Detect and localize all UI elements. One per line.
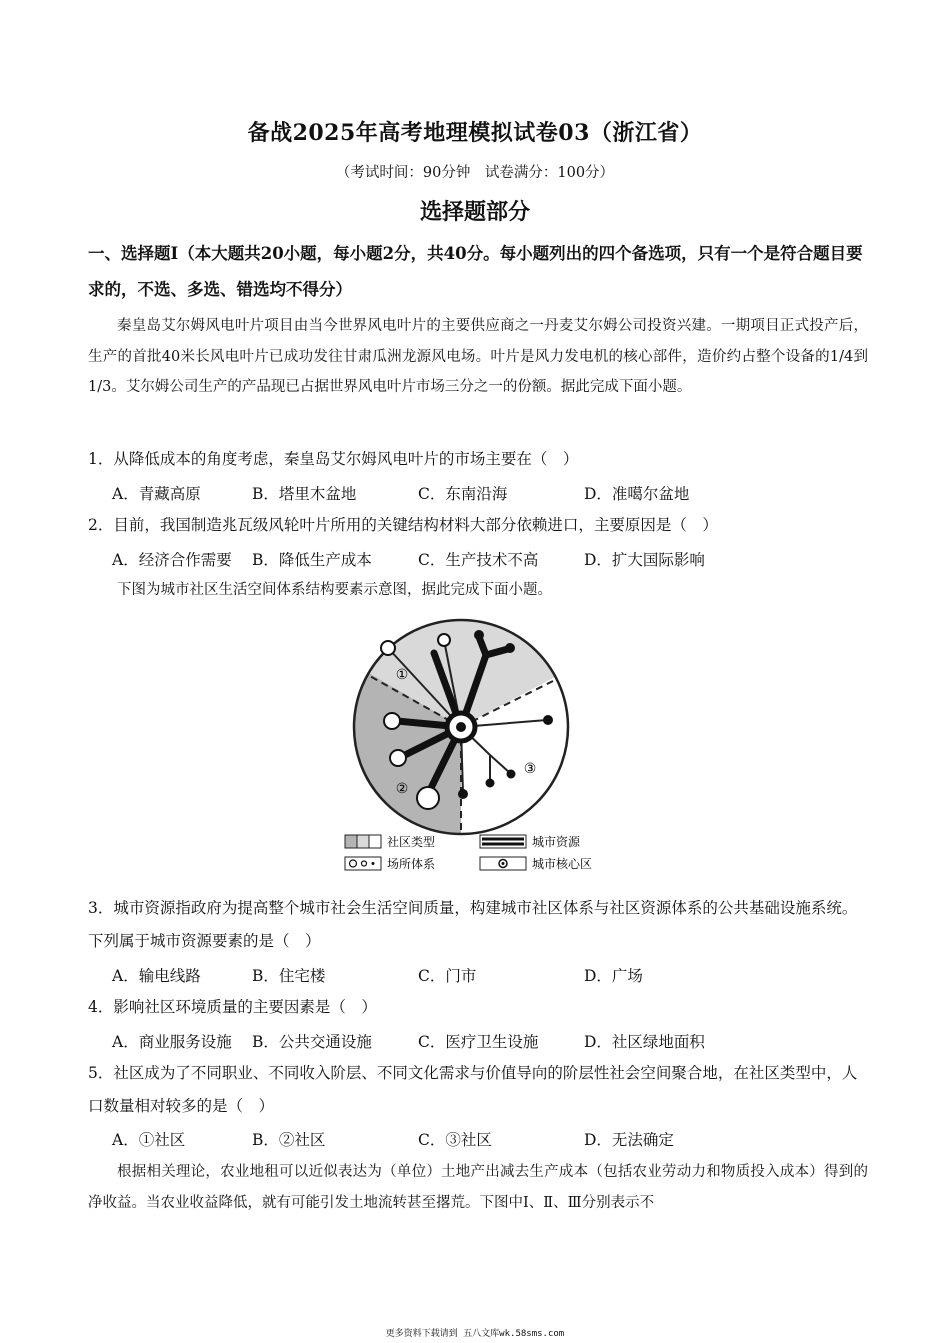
option-b: B．②社区 [252, 1131, 326, 1149]
option-a: A．经济合作需要 [112, 551, 232, 569]
question-4-options [112, 1030, 872, 1056]
option-d: D．准噶尔盆地 [584, 485, 690, 503]
passage-wind-blades: 秦皇岛艾尔姆风电叶片项目由当今世界风电叶片的主要供应商之一丹麦艾尔姆公司投资兴建。一期项目正式投产后，生产的首批40米长风电叶片已成功发往甘肃瓜洲龙源风电场。叶片是风力发电机的核心部件，造价约占整个设备的1/4到1/3。艾尔姆公司生产的产品现已占据世界风电叶片市场三分之一的份额。据此完成下面小题。 [88, 318, 868, 395]
question-2: 2．目前，我国制造兆瓦级风轮叶片所用的关键结构材料大部分依赖进口，主要原因是（ ） [88, 516, 718, 534]
option-a: A．商业服务设施 [112, 1033, 232, 1051]
question-1-options [112, 482, 872, 508]
community-structure-diagram [340, 615, 610, 885]
legend-place-system: 场所体系 [387, 857, 436, 871]
legend-city-resources: 城市资源 [532, 835, 581, 849]
option-c: C．③社区 [418, 1131, 492, 1149]
option-b: B．降低生产成本 [252, 551, 372, 569]
passage-farmland-rent: 根据相关理论，农业地租可以近似表达为（单位）土地产出减去生产成本（包括农业劳动力和物质投入成本）得到的净收益。当农业收益降低，就有可能引发土地流转甚至撂荒。下图中Ⅰ、Ⅱ、Ⅲ分别表示不 [88, 1164, 868, 1211]
option-a: A．青藏高原 [112, 485, 201, 503]
option-a: A．输电线路 [112, 967, 201, 985]
city-core-dot [456, 722, 466, 732]
option-b: B．住宅楼 [252, 967, 326, 985]
option-b: B．公共交通设施 [252, 1033, 372, 1051]
option-d: D．社区绿地面积 [584, 1033, 705, 1051]
page-footer: 更多资料下载请到 五八文库wk.58sms.com [385, 1329, 565, 1339]
question-3: 3．城市资源指政府为提高整个城市社会生活空间质量，构建城市社区体系与社区资源体系的公共基础设施系统。下列属于城市资源要素的是（ ） [88, 899, 858, 950]
question-5: 5．社区成为了不同职业、不同收入阶层、不同文化需求与价值导向的阶层性社会空间聚合地，在社区类型中，人口数量相对较多的是（ ） [88, 1064, 858, 1115]
question-1: 1．从降低成本的角度考虑，秦皇岛艾尔姆风电叶片的市场主要在（ ） [88, 450, 579, 468]
option-c: C．门市 [418, 967, 477, 985]
option-d: D．广场 [584, 967, 643, 985]
option-d: D．无法确定 [584, 1131, 674, 1149]
question-5-options [112, 1128, 872, 1154]
option-c: C．医疗卫生设施 [418, 1033, 539, 1051]
question-3-options [112, 964, 872, 990]
question-4: 4．影响社区环境质量的主要因素是（ ） [88, 998, 377, 1016]
sector-label-3: ③ [523, 761, 537, 777]
option-c: C．生产技术不高 [418, 551, 539, 569]
part-instructions: 一、选择题Ⅰ（本大题共20小题，每小题2分，共40分。每小题列出的四个备选项，只有一个是符合题目要求的，不选、多选、错选均不得分） [88, 244, 863, 299]
sector-label-1: ① [395, 667, 409, 683]
legend-community-type: 社区类型 [387, 835, 436, 849]
exam-title: 备战2025年高考地理模拟试卷03（浙江省） [247, 120, 703, 146]
option-d: D．扩大国际影响 [584, 551, 705, 569]
passage-community-intro: 下图为城市社区生活空间体系结构要素示意图，据此完成下面小题。 [117, 582, 552, 598]
diagram-legend [345, 834, 592, 871]
option-b: B．塔里木盆地 [252, 485, 357, 503]
section-heading: 选择题部分 [419, 199, 530, 225]
question-2-options [112, 548, 872, 574]
sector-label-2: ② [395, 781, 409, 797]
option-c: C．东南沿海 [418, 485, 508, 503]
option-a: A．①社区 [112, 1131, 186, 1149]
legend-city-core: 城市核心区 [532, 857, 593, 871]
exam-subtitle: （考试时间：90分钟 试卷满分：100分） [335, 165, 615, 181]
